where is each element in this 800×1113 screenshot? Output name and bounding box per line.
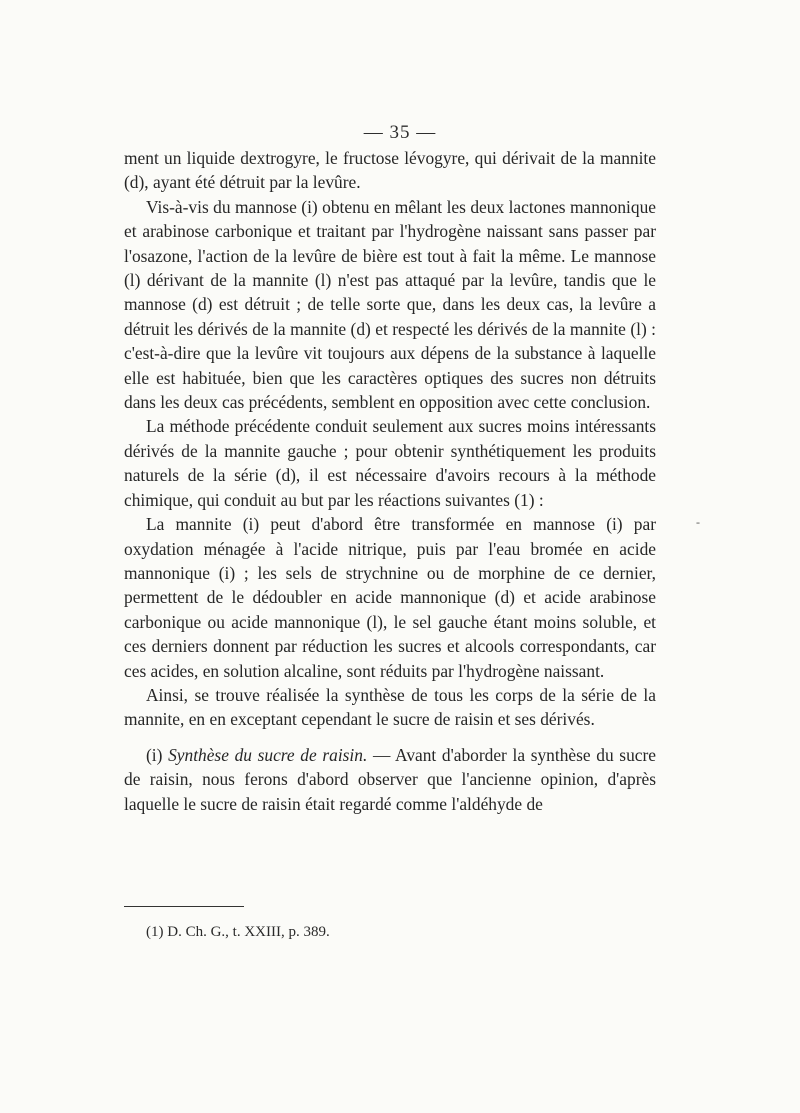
paragraph-synthese-mannite: Ainsi, se trouve réalisée la synthèse de tous les corps de la série de la mannite, en en exceptant cependant le sucre de raisin et ses dérivés. xyxy=(124,684,656,730)
footnote-divider xyxy=(124,906,244,907)
paragraph-methode-chimique: La méthode précédente conduit seulement aux sucres moins intéressants dérivés de la mannite gauche ; pour obtenir synthétiquement les produits naturels de la série (d), il est nécessaire d'avoirs recours à la méthode chimique, qui conduit au but par les réactions suivantes (1) : xyxy=(124,416,656,510)
section-title: Synthèse du sucre de raisin. xyxy=(168,744,368,765)
paragraph-mannose-levure: Vis-à-vis du mannose (i) obtenu en mêlant les deux lactones mannonique et arabinose carbonique et traitant par l'hydrogène naissant sans passer par l'osazone, l'action de la levûre de bière est tout à fait la même. Le mannose (l) dérivant de la mannite (l) n'est pas attaqué par la levûre, tandis que le mannose (d) est détruit ; de telle sorte que, dans les deux cas, la levûre a détruit les dérivés de la mannite (d) et respecté les dérivés de la mannite (l) : c'est-à-dire que la levûre vit toujours aux dépens de la substance à laquelle elle est habituée, bien que les caractères optiques des sucres non détruits dans les deux cas précédents, semblent en opposition avec cette conclusion. xyxy=(124,196,656,413)
section-text: — Avant d'aborder la synthèse du sucre de raisin, nous ferons d'abord observer que l'ancienne opinion, d'après laquelle le sucre de raisin était regardé comme l'aldéhyde de xyxy=(124,744,656,814)
section-synthese-sucre xyxy=(124,743,656,816)
paragraph-mannite-oxydation: La mannite (i) peut d'abord être transformée en mannose (i) par oxydation ménagée à l'acide nitrique, puis par l'eau bromée en acide mannonique (i) ; les sels de strychnine ou de morphine de ce dernier, permettent de le dédoubler en acide mannonique (d) et acide arabinose carbonique ou acide mannonique (l), le sel gauche étant moins soluble, et ces derniers donnent par réduction les sucres et alcools correspondants, car ces acides, en solution alcaline, sont réduits par l'hydrogène naissant. xyxy=(124,514,656,681)
footnote: (1) D. Ch. G., t. XXIII, p. 389. xyxy=(146,924,330,940)
page-number: — 35 — xyxy=(363,122,437,143)
margin-mark: - xyxy=(696,515,700,529)
body-text xyxy=(124,146,656,816)
paragraph-continuation: ment un liquide dextrogyre, le fructose lévogyre, qui dérivait de la mannite (d), ayant été détruit par la levûre. xyxy=(124,148,656,193)
section-label: (i) xyxy=(146,744,163,765)
